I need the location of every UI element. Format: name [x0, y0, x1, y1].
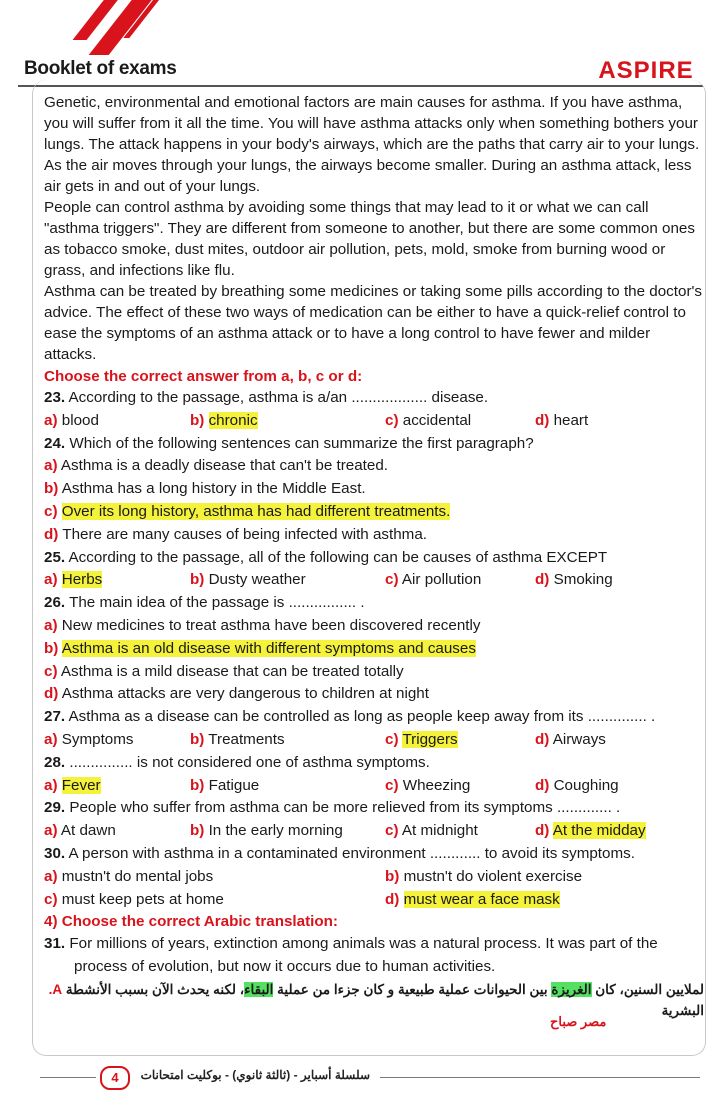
- highlighted-answer: Asthma is an old disease with different symptoms and causes: [61, 639, 476, 657]
- question-30: 30. A person with asthma in a contaminated environment ............ to avoid its symptoms.: [44, 844, 635, 862]
- option-a[interactable]: a) New medicines to treat asthma have been discovered recently: [44, 616, 481, 634]
- watermark-stamp: مصر صباح: [550, 1014, 607, 1029]
- header-title: Booklet of exams: [24, 58, 177, 79]
- passage-paragraph-3: Asthma can be treated by breathing some medicines or taking some pills according to the doctor's advice. The effect of these two ways of medication can be either to have a quick-relief control to ease the symptoms of an asthma attack or to have a long control to have fewer and milder attacks.: [44, 283, 702, 363]
- option-b[interactable]: b) Asthma has a long history in the Middle East.: [44, 480, 366, 498]
- question-27-options: [44, 729, 704, 752]
- option-c[interactable]: c) Asthma is a mild disease that can be treated totally: [44, 662, 404, 680]
- option-c[interactable]: c) At midnight: [385, 822, 478, 840]
- question-stem: The main idea of the passage is ................ .: [69, 594, 365, 612]
- q31-option-a[interactable]: لملايين السنين، كان الغريزة بين الحيوانات عملية طبيعية و كان جزءا من عملية البقاء، لكنه يحدث الآن بسبب الأنشطة A.: [48, 981, 704, 997]
- question-24: 24. Which of the following sentences can summarize the first paragraph?: [44, 434, 534, 452]
- option-d[interactable]: d) Coughing: [535, 776, 619, 794]
- footer-line-left: [40, 1077, 96, 1078]
- highlighted-word: الغريزة: [551, 981, 592, 997]
- question-stem: is not considered one of asthma symptoms.: [136, 753, 430, 771]
- svg-text:ASPIRE: ASPIRE: [598, 57, 694, 84]
- highlighted-answer: Fever: [61, 776, 101, 794]
- footer-series-title: سلسلة أسباير - (ثالثة ثانوي) - بوكليت امتحانات: [140, 1068, 370, 1082]
- option-c[interactable]: c) Over its long history, asthma has had different treatments.: [44, 502, 451, 520]
- question-29: 29. People who suffer from asthma can be more relieved from its symptoms ............. .: [44, 799, 621, 817]
- question-31-line2: process of evolution, but now it occurs due to human activities.: [74, 958, 496, 976]
- highlighted-answer: must wear a face mask: [403, 890, 560, 908]
- highlighted-answer: Triggers: [402, 730, 458, 748]
- question-28: 28. ............... is not considered one of asthma symptoms.: [44, 753, 430, 771]
- question-stem: According to the passage, all of the following can be causes of asthma EXCEPT: [68, 548, 608, 566]
- question-number: 23.: [44, 389, 66, 406]
- question-23: [44, 387, 704, 410]
- option-d[interactable]: d) Smoking: [535, 571, 613, 589]
- option-a[interactable]: a) Herbs: [44, 571, 103, 589]
- option-b[interactable]: b) chronic: [190, 411, 258, 429]
- option-b[interactable]: b) Fatigue: [190, 776, 260, 794]
- question-23-options: [44, 410, 704, 433]
- option-a[interactable]: a) Fever: [44, 776, 101, 794]
- question-27: 27. Asthma as a disease can be controlled as long as people keep away from its .............. .: [44, 708, 656, 726]
- option-a[interactable]: a) Symptoms: [44, 730, 134, 748]
- question-stem: Asthma as a disease can be controlled as long as people keep away from its .............. .: [68, 708, 656, 726]
- footer-line-right: [380, 1077, 700, 1078]
- section-4-heading: 4) Choose the correct Arabic translation:: [44, 913, 338, 931]
- option-d[interactable]: d) At the midday: [535, 822, 646, 840]
- question-28-options: [44, 775, 704, 798]
- highlighted-answer: Over its long history, asthma has had different treatments.: [61, 502, 451, 520]
- highlighted-word: البقاء: [244, 981, 274, 997]
- option-c[interactable]: c) must keep pets at home: [44, 890, 224, 908]
- option-b[interactable]: b) In the early morning: [190, 822, 343, 840]
- page-number: 4: [100, 1066, 130, 1090]
- highlighted-answer: At the midday: [552, 822, 646, 840]
- question-31: 31. For millions of years, extinction among animals was a natural process. It was part of the: [44, 935, 658, 953]
- question-stem: People who suffer from asthma can be more relieved from its symptoms ............. .: [69, 799, 621, 817]
- option-c[interactable]: c) accidental: [385, 411, 472, 429]
- passage-paragraph-1: Genetic, environmental and emotional factors are main causes for asthma. If you have asthma, you will suffer from it all the time. You will have asthma attacks only when something bothers your lungs. The attack happens in your body's airways, which are the paths that carry air to your lungs. As the air moves through your lungs, the airways become smaller. During an asthma attack, less air gets in and out of your lungs.: [44, 94, 700, 195]
- question-25-options: [44, 569, 704, 592]
- option-c[interactable]: c) Wheezing: [385, 776, 471, 794]
- section-3-heading: Choose the correct answer from a, b, c or d:: [44, 368, 363, 385]
- option-c[interactable]: c) Air pollution: [385, 571, 482, 589]
- question-29-options: [44, 820, 704, 843]
- option-d[interactable]: d) There are many causes of being infected with asthma.: [44, 525, 427, 543]
- option-b[interactable]: b) Treatments: [190, 730, 285, 748]
- question-stem: According to the passage, asthma is a/an .................. disease.: [68, 389, 489, 406]
- option-d[interactable]: d) heart: [535, 411, 589, 429]
- question-26: 26. The main idea of the passage is ................ .: [44, 594, 365, 612]
- option-a[interactable]: a) At dawn: [44, 822, 116, 840]
- option-d[interactable]: d) Asthma attacks are very dangerous to children at night: [44, 685, 429, 703]
- option-b[interactable]: b) mustn't do violent exercise: [385, 867, 583, 885]
- highlighted-answer: Herbs: [61, 571, 103, 589]
- option-b[interactable]: b) Asthma is an old disease with different symptoms and causes: [44, 639, 476, 657]
- option-a[interactable]: a) mustn't do mental jobs: [44, 867, 214, 885]
- question-stem: Which of the following sentences can summarize the first paragraph?: [69, 434, 534, 452]
- question-stem: A person with asthma in a contaminated environment ............ to avoid its symptoms.: [68, 844, 635, 862]
- option-b[interactable]: b) Dusty weather: [190, 571, 306, 589]
- highlighted-answer: chronic: [208, 411, 258, 429]
- passage-paragraph-2: People can control asthma by avoiding some things that may lead to it or what we can call "asthma triggers". They are different from someone to another, but there are some common ones as tobacco smoke, dust mites, outdoor air pollution, pets, mold, smoke from burning wood or grass, and infections like flu.: [44, 199, 695, 279]
- option-c[interactable]: c) Triggers: [385, 730, 458, 748]
- question-30-options-row2: [44, 889, 704, 912]
- option-a[interactable]: a) Asthma is a deadly disease that can't be treated.: [44, 457, 389, 475]
- question-25: 25. According to the passage, all of the following can be causes of asthma EXCEPT: [44, 548, 608, 566]
- option-a[interactable]: a) blood: [44, 411, 99, 429]
- question-stem: For millions of years, extinction among animals was a natural process. It was part of the: [69, 935, 658, 953]
- option-d[interactable]: d) must wear a face mask: [385, 890, 560, 908]
- option-d[interactable]: d) Airways: [535, 730, 606, 748]
- exam-content: [44, 92, 704, 1021]
- question-30-options-row1: [44, 866, 704, 889]
- q31-option-a-line2: البشرية: [661, 1002, 704, 1018]
